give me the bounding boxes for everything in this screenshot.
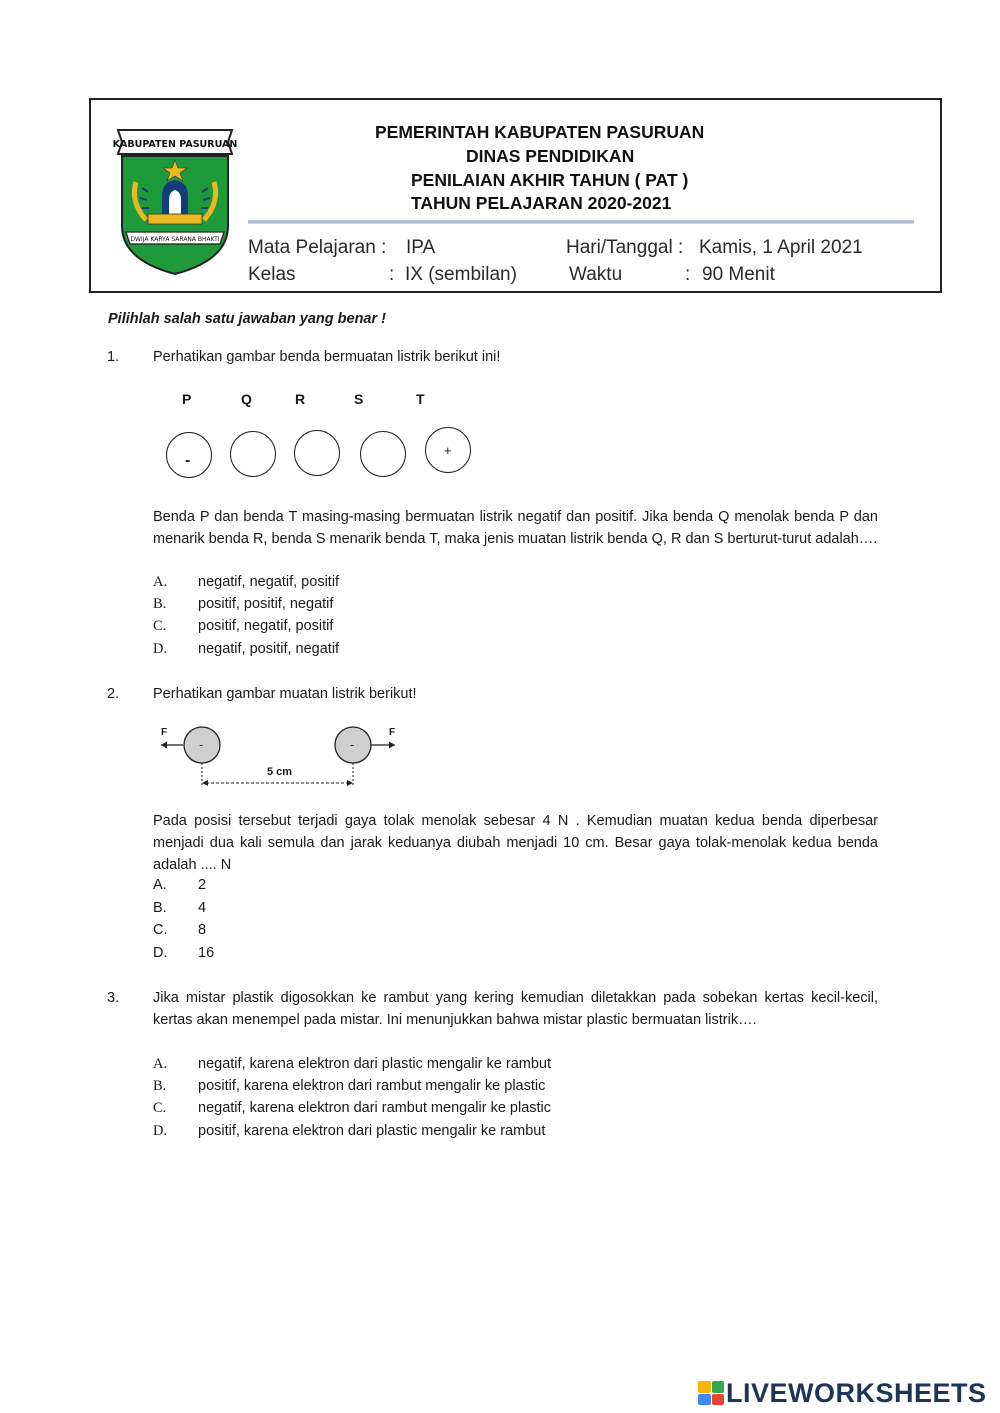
q3-option-a-letter: A. (153, 1056, 168, 1072)
force-arrowhead-right (389, 742, 395, 749)
charge-p-sign: - (185, 452, 191, 469)
q3-option-c-letter: C. (153, 1100, 167, 1116)
q2-option-b-text[interactable]: 4 (198, 900, 207, 916)
waktu-label: Waktu (569, 264, 623, 285)
q1-option-a-text[interactable]: negatif, negatif, positif (198, 574, 340, 590)
header-line-4: TAHUN PELAJARAN 2020-2021 (411, 193, 672, 213)
question-2-body: Pada posisi tersebut terjadi gaya tolak menolak sebesar 4 N . Kemudian muatan kedua benda diperbesar menjadi dua kali semula dan jarak keduanya diubah menjadi 10 cm. Besar gaya tolak-menolak kedua benda adalah .... N (153, 813, 878, 873)
q3-option-d-text[interactable]: positif, karena elektron dari plastic mengalir ke rambut (198, 1123, 546, 1139)
instruction-text: Pilihlah salah satu jawaban yang benar ! (108, 311, 386, 327)
charge-r-circle (294, 430, 340, 476)
kelas-label: Kelas (248, 264, 296, 285)
q1-option-d-text[interactable]: negatif, positif, negatif (198, 641, 340, 657)
liveworksheets-text: LIVEWORKSHEETS (726, 1377, 987, 1408)
question-3-body: Jika mistar plastik digosokkan ke rambut yang kering kemudian diletakkan pada sobekan kertas kecil-kecil, kertas akan menempel pada mistar. Ini menunjukkan bahwa mistar plastic bermuatan listrik…. (153, 990, 878, 1028)
liveworksheets-watermark[interactable] (698, 1378, 987, 1408)
figure-label-p: P (182, 391, 192, 407)
force-label-right: F (389, 727, 396, 738)
coulomb-force-diagram (155, 722, 405, 790)
header-line-2: DINAS PENDIDIKAN (466, 146, 635, 166)
q2-option-d-letter: D. (153, 945, 168, 961)
q1-option-d-letter: D. (153, 641, 168, 657)
figure-label-r: R (295, 391, 306, 407)
charge-t-sign: + (444, 443, 452, 458)
header-divider (248, 220, 914, 224)
q1-option-c-text[interactable]: positif, negatif, positif (198, 618, 334, 634)
q3-option-a-text[interactable]: negatif, karena elektron dari plastic mengalir ke rambut (198, 1056, 552, 1072)
q1-option-a-letter: A. (153, 574, 168, 590)
question-2-number: 2. (107, 686, 120, 702)
waktu-value: 90 Menit (702, 264, 775, 285)
charge-left-sign: - (199, 737, 204, 752)
q1-option-b-text[interactable]: positif, positif, negatif (198, 596, 334, 612)
q2-option-a-text[interactable]: 2 (198, 877, 207, 893)
distance-label: 5 cm (267, 766, 293, 778)
figure-label-q: Q (241, 391, 252, 407)
q2-option-b-letter: B. (153, 900, 167, 916)
mapel-label: Mata Pelajaran : (248, 237, 387, 258)
hari-label: Hari/Tanggal : (566, 237, 684, 258)
charge-q-circle (230, 431, 276, 477)
figure-label-t: T (416, 391, 425, 407)
q3-option-d-letter: D. (153, 1123, 168, 1139)
kelas-value: IX (sembilan) (405, 264, 517, 285)
hari-value: Kamis, 1 April 2021 (699, 237, 863, 258)
q2-option-a-letter: A. (153, 877, 167, 893)
figure-label-s: S (354, 391, 364, 407)
distance-arrowhead-left (202, 780, 208, 786)
q3-option-b-letter: B. (153, 1078, 167, 1094)
force-arrowhead-left (161, 742, 167, 749)
q2-option-c-letter: C. (153, 922, 168, 938)
question-1-number: 1. (107, 349, 120, 365)
force-label-left: F (161, 727, 168, 738)
q1-option-c-letter: C. (153, 618, 167, 634)
svg-text:DWIJA KARYA SARANA BHAKTI: DWIJA KARYA SARANA BHAKTI (130, 236, 220, 243)
question-1-body: Benda P dan benda T masing-masing bermuatan listrik negatif dan positif. Jika benda Q menolak benda P dan menarik benda R, benda S menarik benda T, maka jenis muatan listrik benda Q, R dan S berturut-turut adalah…. (153, 509, 878, 547)
question-1-prompt: Perhatikan gambar benda bermuatan listrik berikut ini! (153, 349, 501, 365)
liveworksheets-logo-icon (698, 1381, 724, 1405)
svg-text:KABUPATEN PASURUAN: KABUPATEN PASURUAN (112, 139, 238, 150)
q2-option-d-text[interactable]: 16 (198, 945, 215, 961)
q3-option-c-text[interactable]: negatif, karena elektron dari rambut mengalir ke plastic (198, 1100, 552, 1116)
header-line-3: PENILAIAN AKHIR TAHUN ( PAT ) (411, 170, 689, 190)
charge-right-sign: - (350, 737, 355, 752)
kelas-separator: : (389, 264, 395, 285)
charge-s-circle (360, 431, 406, 477)
mapel-value: IPA (406, 237, 436, 258)
question-2-prompt: Perhatikan gambar muatan listrik berikut! (153, 686, 417, 702)
kabupaten-pasuruan-logo (112, 122, 238, 276)
header-line-1: PEMERINTAH KABUPATEN PASURUAN (375, 122, 705, 142)
q1-option-b-letter: B. (153, 596, 167, 612)
q2-option-c-text[interactable]: 8 (198, 922, 207, 938)
distance-arrowhead-right (347, 780, 353, 786)
q3-option-b-text[interactable]: positif, karena elektron dari rambut mengalir ke plastic (198, 1078, 546, 1094)
question-3-number: 3. (107, 990, 120, 1006)
waktu-separator: : (685, 264, 691, 285)
